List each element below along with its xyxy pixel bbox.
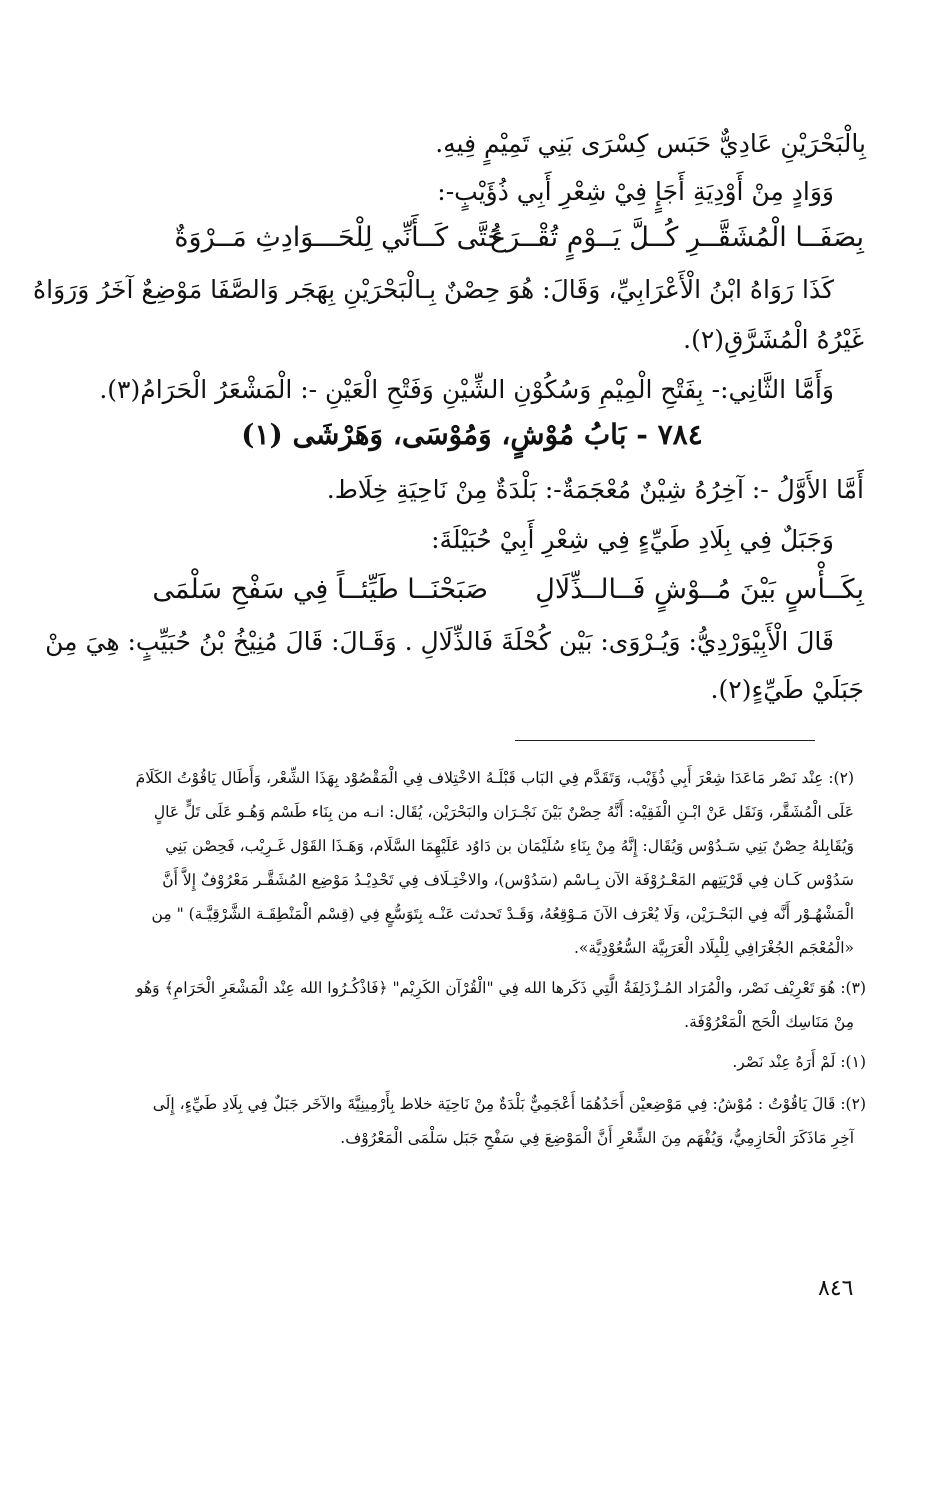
footnote-2b-line-1: (٢): قَالَ يَاقُوْتُ : مُوْشُ: فِي مَوْضِعيْن أَحَدُهُمَا أَعْجَمِيٌّ بَلْدَةٌ مِنْ نَاحِيَة خلاط بِأَرْمِينِيَّةَ والآخَر جَبَلٌ فِي بِلَادِ طَيِّءٍ، إِلَى: [152, 1095, 866, 1113]
section-heading: ٧٨٤ - بَابُ مُوْشٍ، وَمُوْسَى، وَهَرْشَى (١): [241, 418, 703, 451]
text-line-6: أَمَّا الأَوَّلُ -: آخِرُهُ شِيْنٌ مُعْجَمَةٌ-: بَلْدَةٌ مِنْ نَاحِيَةِ خِلَاط.: [326, 475, 864, 504]
verse-1-second-hemistich: بِصَفَــا الْمُشَقَّــرِ كُــلَّ يَــوْمٍ تُقْــرَعُ: [490, 222, 864, 253]
footnote-2a-line-1: (٢): عِنْد نَصْر مَاعَدَا شِعْرَ أَبِي ذُؤَيْب، وَتَقَدَّم فِي البَاب قَبْلَـهُ الاخْتِلاف فِي الْمَقْصُوْد بِهَذَا الشِّعْر، وَأَطَال يَاقُوْتُ الكَلَامَ: [135, 769, 854, 787]
text-line-5: وَأَمَّا الثَّانِي:- بِفَتْحِ الْمِيْمِ وَسُكُوْنِ الشِّيْنِ وَفَتْحِ الْعَيْنِ -: الْمَشْعَرُ الْحَرَامُ(٣).: [99, 375, 834, 404]
text-line-2: وَوَادٍ مِنْ أَوْدِيَةِ أَجَإٍ فِيْ شِعْرِ أَبِي ذُؤَيْبٍ-:: [437, 177, 834, 206]
text-line-4: غَيْرُهُ الْمُشَرَّقِ(٢).: [683, 325, 864, 354]
footnote-3-line-2: مِنْ مَنَاسِك الْحَج الْمَعْرُوْفَة.: [684, 1013, 854, 1031]
text-line-8: قَالَ الْأَبِيْوَرْدِيُّ: وَيُـرْوَى: بَيْن كُحْلَةَ فَالذِّلَالِ . وَقَـالَ: قَالَ مُنِيْخُ بْنُ حُبَيِّبٍ: هِيَ مِنْ: [45, 627, 834, 656]
text-line-1: بِالْبَحْرَيْنِ عَادِيٌّ حَبَس كِسْرَى بَنِي تَمِيْمٍ فِيهِ.: [435, 129, 866, 158]
footnote-1-line-1: (١): لَمْ أَرَهُ عِنْد نَصْر.: [732, 1053, 866, 1071]
footnote-3-line-1: (٣): هُوَ تَعْرِيْف نَصْر، والْمُرَاد المُـزْدَلِفَةُ الَّتِي ذَكَرها الله فِي "الْقُرْآن الكَرِيْم" ﴿فَاذْكُـرُوا الله عِنْد الْمَشْعَرِ الْحَرَامِ﴾ وَهُو: [135, 979, 866, 997]
text-line-3: كَذَا رَوَاهُ ابْنُ الْأَعْرَابِيِّ، وَقَالَ: هُوَ حِصْنٌ بِـالْبَحْرَيْنِ بِهَجَر وَالصَّفَا مَوْضِعٌ آخَرُ وَرَوَاهُ: [33, 275, 834, 304]
footnote-2b-line-2: آخِرِ مَاذَكَرَ الْحَازِمِيُّ، وَيُفْهَم مِنَ الشِّعْرِ أَنَّ الْمَوْضِعَ فِي سَفْحِ جَبَل سَلْمَى الْمَعْرُوْف.: [340, 1129, 854, 1147]
footnote-2a-line-4: سَدُوْس كَـان فِي قَرْيَتِهم المَعْـرُوْفَة الآن بِـاسْم (سَدُوْس)، والاخْتِـلَاف فِي تَحْدِيْـدُ مَوْضِع المُشَقَّـر مَعْرُوْفٌ إِلاَّ أَنَّ: [162, 871, 854, 889]
text-line-9: جَبَلَيْ طَيِّءٍ(٢).: [710, 675, 864, 704]
verse-2-second-hemistich: بِكَــأْسٍ بَيْنَ مُــوْشٍ فَــالــذِّلَالِ: [535, 574, 864, 605]
verse-1-first-hemistich: حَتَّى كَــأَنِّي لِلْحَـــوَادِثِ مَــرْوَةٌ: [174, 222, 504, 253]
footnote-2a-line-5: الْمَشْهُـوْر أَنَّه فِي البَحْـرَيْن، وَلَا يُعْرَف الآنَ مَـوْقِعُهُ، وَقَـدْ تَحدثت عَنْـه بِتَوَسُّعٍ فِي (قِسْم الْمَنْطِقَـة الشَّرْقِيَّـة) " مِن: [151, 905, 854, 923]
verse-2-first-hemistich: صَبَحْنَــا طَيِّئــاً فِي سَفْحِ سَلْمَى: [152, 574, 488, 605]
page-number: ٨٤٦: [818, 1276, 854, 1301]
text-line-7: وَجَبَلٌ فِي بِلَادِ طَيِّءٍ فِي شِعْرِ أَبِيْ حُبَيْلَةَ:: [431, 525, 834, 554]
footnote-2a-line-3: وَيُقَابِلهُ حِصْنٌ بَنِي سَـدُوْس وَيُقَال: إِنَّهُ مِنْ بِنَاءِ سُلَيْمَان بن دَاوُد عَلَيْهِمَا السَّلَام، وَهَـذَا القَوْل غَـرِيْب، فَحِصْن بَنِي: [165, 837, 854, 855]
footnote-2a-line-2: عَلَى الْمُشَقَّر، وَنَقَل عَنْ ابْـنِ الْفَقِيْه: أَنَّهُ حِصْنٌ بَيْنَ نَجْـرَان والبَحْرَيْن، يُقَال: انـه من بِنَاء طَسْم وَهُـو عَلَى تَلٍّ عَالٍ: [153, 803, 854, 821]
footnote-separator: [515, 740, 815, 741]
footnote-2a-line-6: «الْمُعْجَم الجُغْرَافِي لِلْبِلَاد الْعَرَبِيَّة السُّعُوْدِيَّة».: [574, 939, 854, 957]
